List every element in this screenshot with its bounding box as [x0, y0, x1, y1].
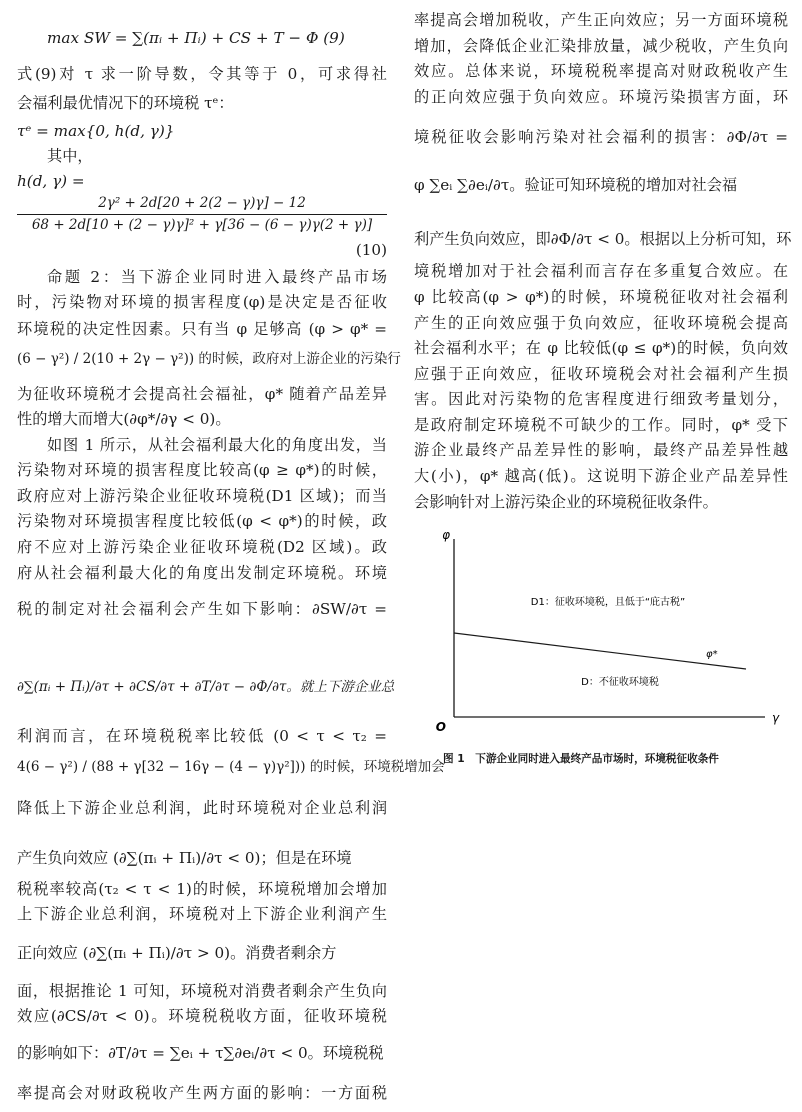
paragraph-line: 会福利最优情况下的环境税 τᵉ：: [17, 94, 234, 112]
paragraph-line: 政府应对上游污染企业征收环境税(D1 区域)；而当: [17, 487, 387, 505]
paragraph-line: (6 − γ²) / 2(10 + 2γ − γ²)) 的时候，政府对上游企业的污染行: [17, 351, 401, 367]
curve-label: φ*: [706, 649, 718, 660]
paragraph-line: 污染物对环境的损害程度比较高(φ ≥ φ*)的时候，: [17, 461, 387, 479]
equation-h: h(d, γ) =: [17, 172, 85, 190]
equation-number: (10): [355, 241, 387, 259]
paragraph-line: 利润而言，在环境税税率比较低 (0 < τ < τ₂ =: [17, 727, 387, 745]
fraction-denominator: 68 + 2d[10 + (2 − γ)γ]² + γ[36 − (6 − γ)γ(2 + γ)]: [31, 217, 373, 233]
equation-tau-e: τᵉ = max{0, h(d, γ)}: [17, 122, 175, 140]
paragraph-line: 效应(∂CS/∂τ < 0)。环境税税收方面，征收环境税: [17, 1007, 387, 1025]
phi-star-boundary-line: [454, 633, 746, 669]
paragraph-line: 率提高会对财政税收产生两方面的影响：一方面税: [17, 1084, 387, 1102]
paragraph-line: 污染物对环境损害程度比较低(φ < φ*)的时候，政: [17, 512, 387, 530]
region-d2-label: D：不征收环境税: [581, 677, 659, 688]
paragraph-line: 率提高会增加税收，产生正向效应；另一方面环境税: [414, 11, 788, 29]
paragraph-line: 大(小)，φ* 越高(低)。这说明下游企业产品差异性: [414, 467, 788, 485]
fraction-bar: [17, 214, 387, 215]
paragraph-line: 产生的正向效应强于负向效应，征收环境税会提高: [414, 314, 788, 332]
paragraph-line: 效应。总体来说，环境税税率提高对财政税收产生: [414, 62, 788, 80]
paragraph-line: 正向效应 (∂∑(πᵢ + Πᵢ)/∂τ > 0)。消费者剩余方: [17, 944, 337, 962]
left-column: [17, 0, 445, 1112]
region-d1-label: D1：征收环境税，且低于“庇古税”: [530, 597, 686, 608]
paragraph-line: 社会福利水平；在 φ 比较低(φ ≤ φ*)的时候，负向效: [414, 339, 788, 357]
paragraph-line: 4(6 − γ²) / (88 + γ[32 − 16γ − (4 − γ)γ²])) 的时候，环境税增加会: [17, 759, 445, 775]
paragraph-line: 为征收环境税才会提高社会福祉，φ* 随着产品差异: [17, 385, 387, 403]
paragraph-line: 命题 2：当下游企业同时进入最终产品市场: [47, 268, 387, 286]
paragraph-line: 府不应对上游污染企业征收环境税(D2 区域)。政: [17, 538, 387, 556]
origin-label: O: [435, 720, 446, 734]
figure-caption: 图 1 下游企业同时进入最终产品市场时，环境税征收条件: [443, 753, 719, 765]
paragraph-line: 税税率较高(τ₂ < τ < 1)的时候，环境税增加会增加: [17, 880, 387, 898]
paragraph-line: 境税征收会影响污染对社会福利的损害：∂Φ/∂τ =: [414, 128, 788, 146]
paragraph-line: 利产生负向效应，即∂Φ/∂τ < 0。根据以上分析可知，环: [414, 230, 792, 248]
paragraph-line: 的影响如下：∂T/∂τ = ∑eᵢ + τ∑∂eᵢ/∂τ < 0。环境税税: [17, 1044, 384, 1062]
paragraph-line: 其中，: [47, 147, 93, 165]
paragraph-line: 是政府制定环境税不可缺少的工作。同时，φ* 受下: [414, 416, 788, 434]
paragraph-line: φ 比较高(φ > φ*)的时候，环境税征收对社会福利: [414, 288, 788, 306]
y-axis-label: φ: [442, 528, 450, 542]
paragraph-line: 环境税的决定性因素。只有当 φ 足够高 (φ > φ* =: [17, 320, 387, 338]
paragraph-line: 会影响针对上游污染企业的环境税征收条件。: [414, 493, 718, 511]
paragraph-line: 式(9)对 τ 求一阶导数，令其等于 0，可求得社: [17, 65, 387, 83]
paragraph-line: 上下游企业总利润，环境税对上下游企业利润产生: [17, 905, 387, 923]
paragraph-line: 的正向效应强于负向效应。环境污染损害方面，环: [414, 88, 788, 106]
paragraph-line: 时，污染物对环境的损害程度(φ)是决定是否征收: [17, 293, 387, 311]
figure-1-diagram: [420, 525, 790, 745]
paragraph-line: 游企业最终产品差异性的影响，最终产品差异性越: [414, 441, 788, 459]
paragraph-line: 降低上下游企业总利润，此时环境税对企业总利润: [17, 799, 387, 817]
paragraph-line: 面，根据推论 1 可知，环境税对消费者剩余产生负向: [17, 982, 387, 1000]
paragraph-line: 增加，会降低企业汇染排放量，减少税收，产生负向: [414, 37, 788, 55]
paragraph-line: 府从社会福利最大化的角度出发制定环境税。环境: [17, 564, 387, 582]
paragraph-line: ∂∑(πᵢ + Πᵢ)/∂τ + ∂CS/∂τ + ∂T/∂τ − ∂Φ/∂τ。就上下游企业总: [17, 679, 395, 695]
paragraph-line: 应强于正向效应，征收环境税会对社会福利产生损: [414, 365, 788, 383]
x-axis-label: γ: [772, 711, 780, 725]
paragraph-line: φ ∑eᵢ ∑∂eᵢ/∂τ。验证可知环境税的增加对社会福: [414, 176, 738, 194]
paragraph-line: 产生负向效应 (∂∑(πᵢ + Πᵢ)/∂τ < 0)；但是在环境: [17, 849, 352, 867]
fraction-numerator: 2γ² + 2d[20 + 2(2 − γ)γ] − 12: [98, 195, 306, 211]
equation-9: max SW = ∑(πᵢ + Πᵢ) + CS + T − Φ (9): [47, 29, 345, 47]
paragraph-line: 害。因此对污染物的危害程度进行细致考量划分，: [414, 390, 788, 408]
paragraph-line: 性的增大而增大(∂φ*/∂γ < 0)。: [17, 410, 231, 428]
paragraph-line: 境税增加对于社会福利而言存在多重复合效应。在: [414, 262, 788, 280]
paragraph-line: 如图 1 所示，从社会福利最大化的角度出发，当: [47, 436, 387, 454]
paragraph-line: 税的制定对社会福利会产生如下影响：∂SW/∂τ =: [17, 600, 387, 618]
